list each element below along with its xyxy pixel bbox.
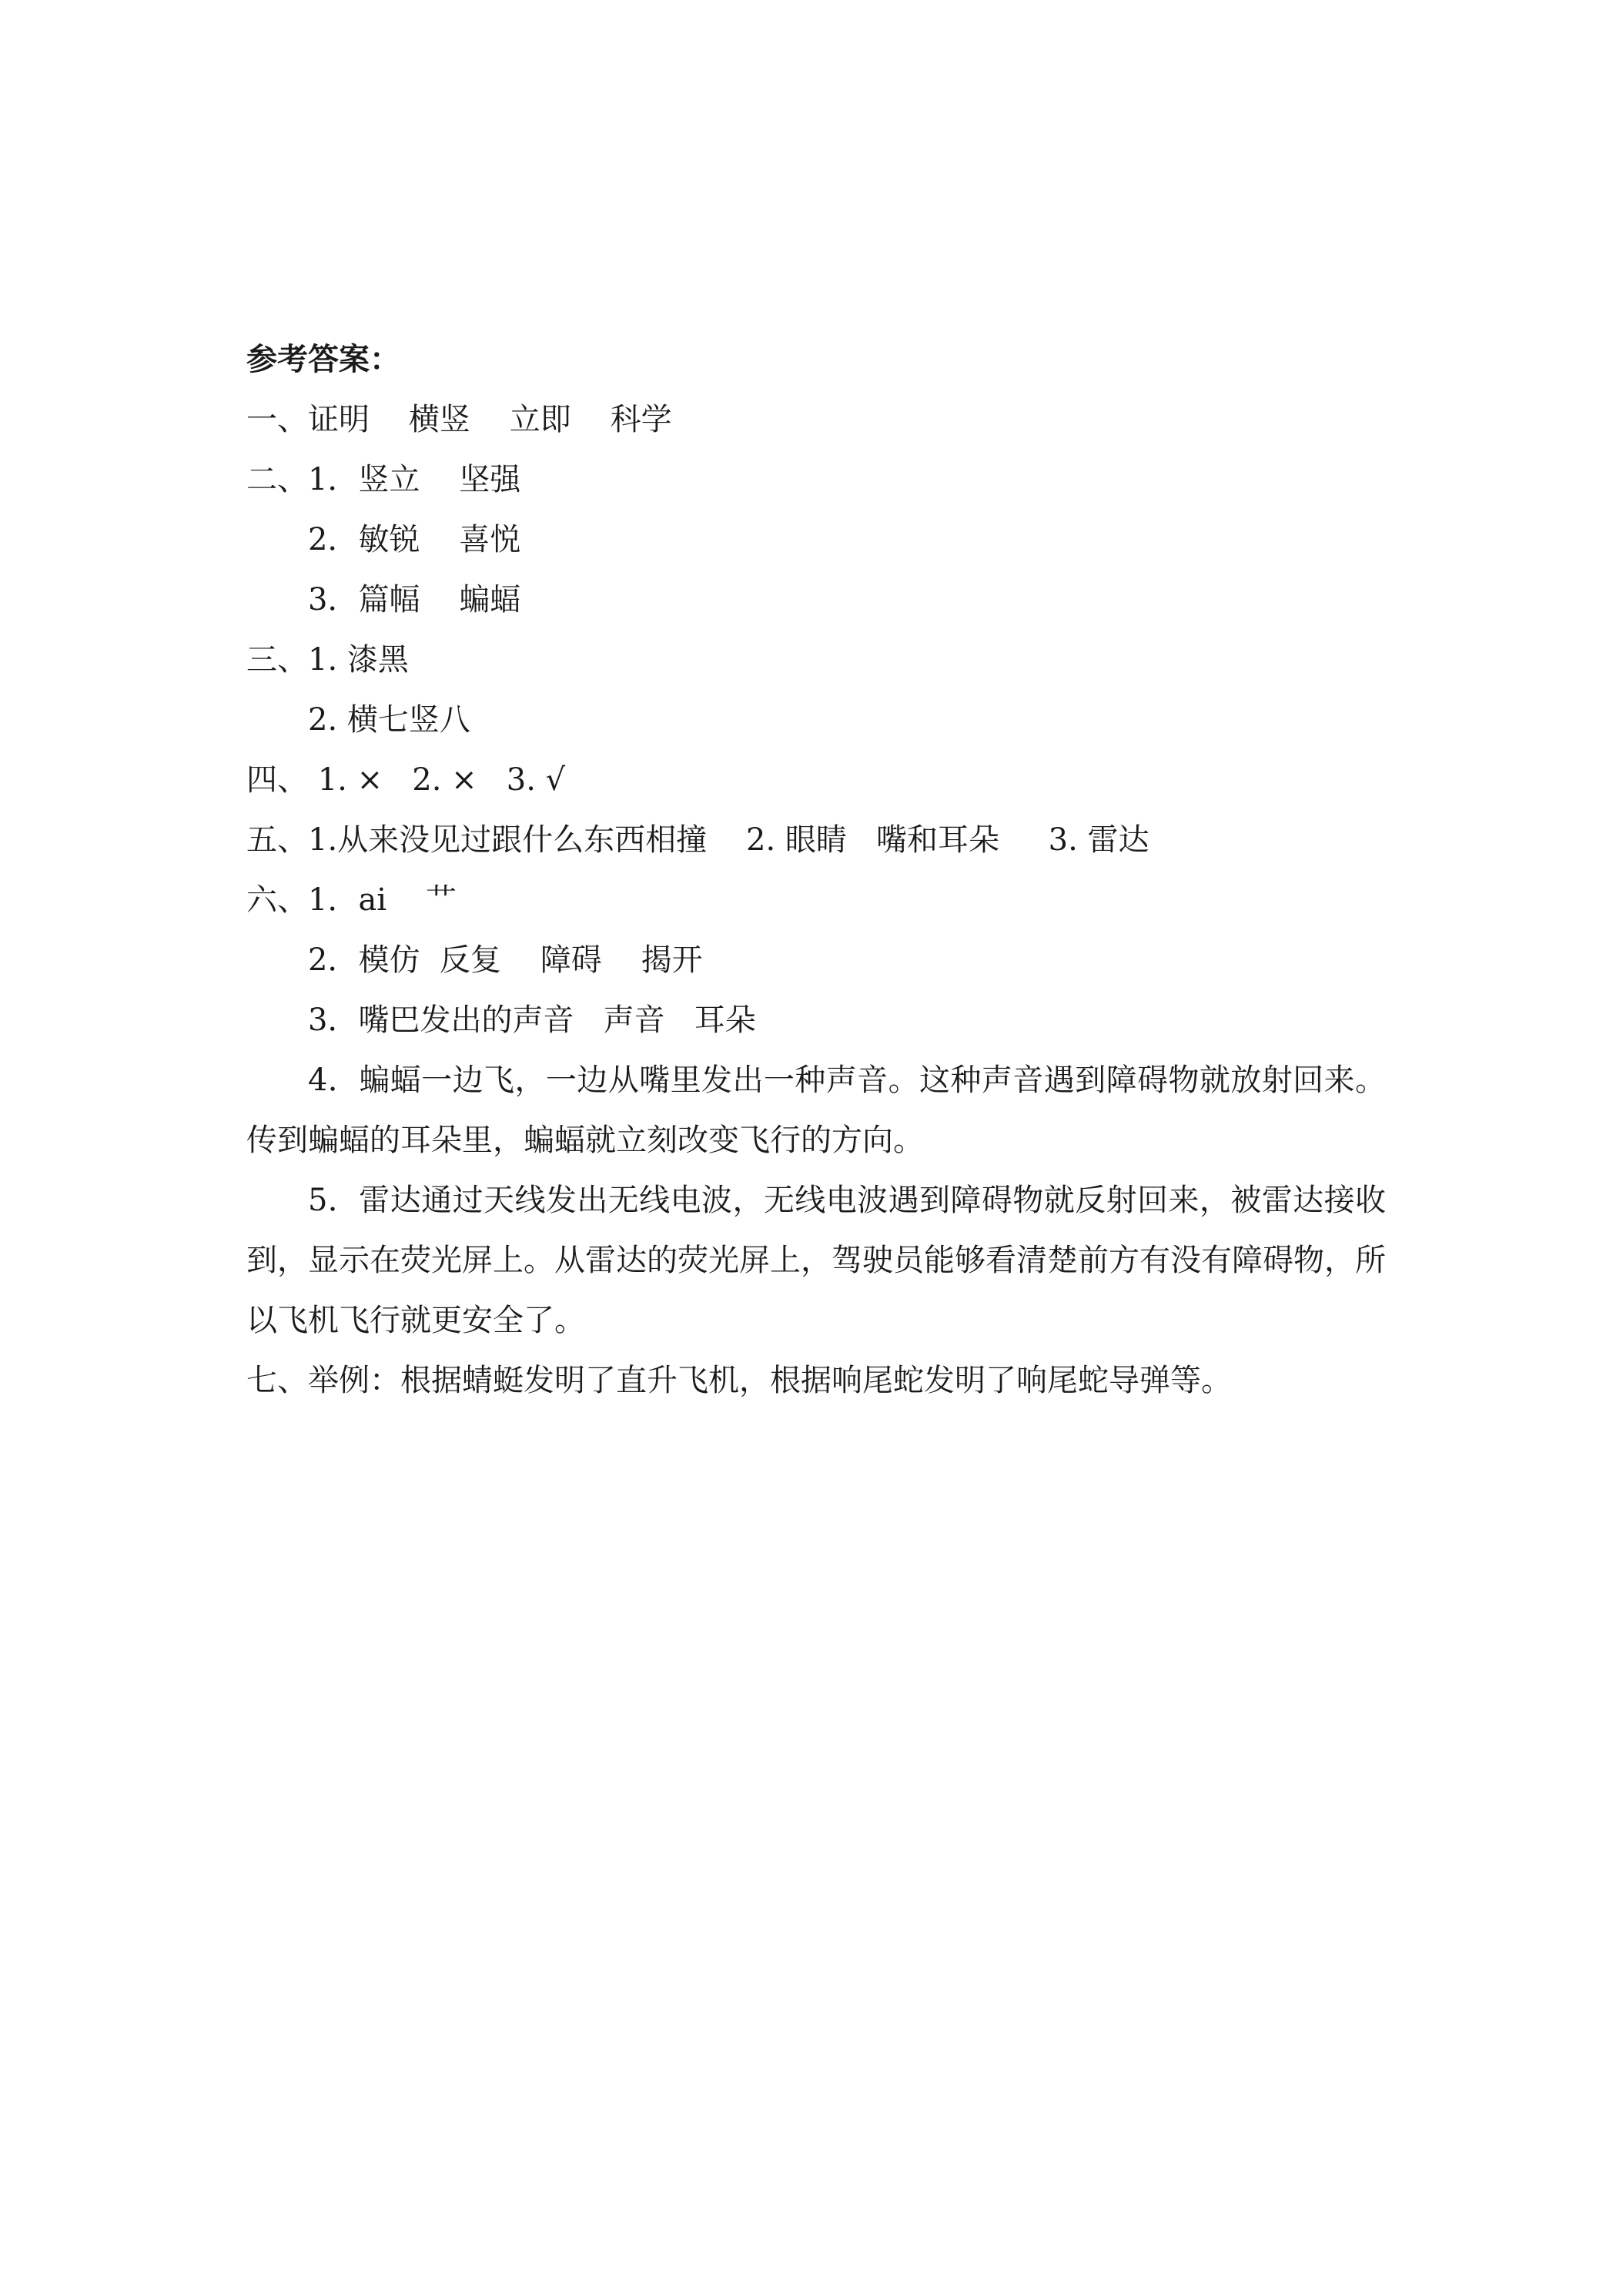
answer-section-7: 七、举例：根据蜻蜓发明了直升飞机，根据响尾蛇发明了响尾蛇导弹等。 xyxy=(246,1363,1232,1398)
answer-section-6-item-4: 4．蝙蝠一边飞，一边从嘴里发出一种声音。这种声音遇到障碍物就放射回来。传到蝙蝠的耳朵里，蝙蝠就立刻改变飞行的方向。 xyxy=(246,1063,1386,1158)
answer-section-6-item-2: 2．模仿 反复 障碍 揭开 xyxy=(308,942,703,978)
answer-section-4: 四、 1. × 2. × 3. √ xyxy=(246,762,566,798)
answer-section-6-item-3: 3．嘴巴发出的声音 声音 耳朵 xyxy=(308,1002,756,1038)
answer-section-5: 五、1.从来没见过跟什么东西相撞 2. 眼睛 嘴和耳朵 3. 雷达 xyxy=(246,822,1149,858)
answer-section-6-item-5: 5．雷达通过天线发出无线电波，无线电波遇到障碍物就反射回来，被雷达接收到，显示在荧光屏上。从雷达的荧光屏上，驾驶员能够看清楚前方有没有障碍物，所以飞机飞行就更安全了。 xyxy=(246,1183,1386,1338)
answer-section-1: 一、证明 横竖 立即 科学 xyxy=(246,402,672,437)
answer-section-2-item-3: 3．篇幅 蝙蝠 xyxy=(308,582,521,618)
answer-section-3-item-1: 三、1. 漆黑 xyxy=(246,642,409,678)
answer-key xyxy=(246,330,1386,1411)
answer-section-3-item-2: 2. 横七竖八 xyxy=(308,702,470,738)
answer-section-2-item-2: 2．敏锐 喜悦 xyxy=(308,522,521,557)
answer-key-title: 参考答案： xyxy=(246,342,400,377)
answer-section-2-item-1: 二、1．竖立 坚强 xyxy=(246,462,521,497)
answer-section-6-item-1: 六、1．ai 艹 xyxy=(246,882,457,918)
